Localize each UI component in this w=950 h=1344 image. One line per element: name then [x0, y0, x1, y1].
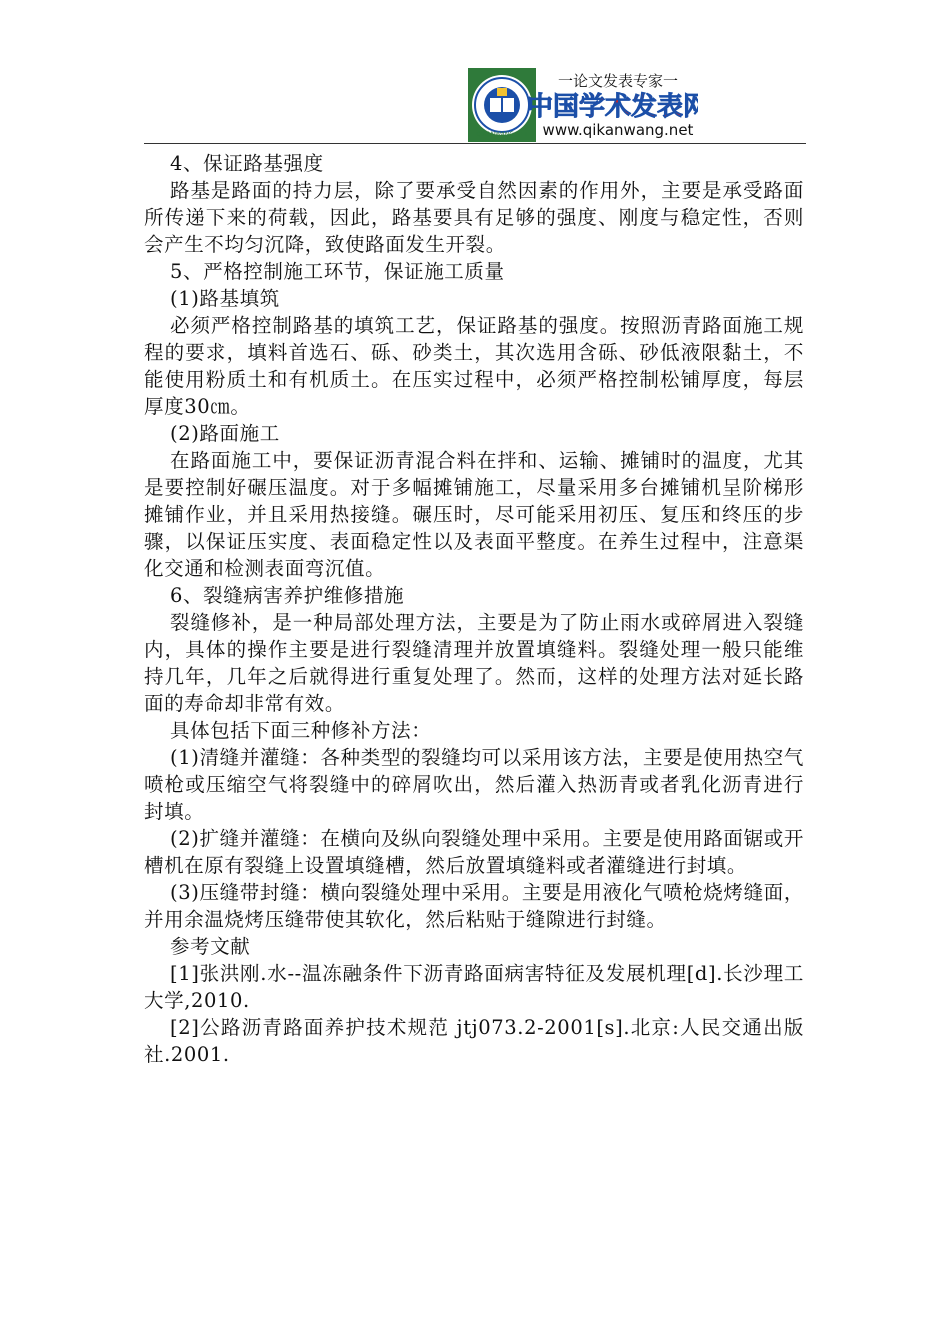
paragraph-5-2: 在路面施工中，要保证沥青混合料在拌和、运输、摊铺时的温度，尤其是要控制好碾压温度。对于多幅摊铺施工，尽量采用多台摊铺机呈阶梯形摊铺作业，并且采用热接缝。碾压时，尽可能采用初压、复压和终压的步骤，以保证压实度、表面稳定性以及表面平整度。在养生过程中，注意渠化交通和检测表面弯沉值。 — [144, 449, 804, 580]
subheading-5-2: (2)路面施工 — [170, 422, 280, 445]
reference-2: [2]公路沥青路面养护技术规范 jtj073.2-2001[s].北京:人民交通出版社.2001. — [144, 1016, 804, 1066]
seal-text: QIKANWANG.NET — [476, 131, 528, 138]
site-logo[interactable] — [468, 68, 698, 142]
header-divider — [144, 143, 806, 144]
paragraph-6: 裂缝修补，是一种局部处理方法，主要是为了防止雨水或碎屑进入裂缝内，具体的操作主要是进行裂缝清理并放置填缝料。裂缝处理一般只能维持几年，几年之后就得进行重复处理了。然而，这样的处理方法对延长路面的寿命却非常有效。 — [144, 611, 804, 715]
section-heading-5: 5、严格控制施工环节，保证施工质量 — [170, 260, 505, 283]
section-heading-6: 6、裂缝病害养护维修措施 — [170, 584, 405, 607]
article-body — [144, 150, 804, 1068]
method-3: (3)压缝带封缝：横向裂缝处理中采用。主要是用液化气喷枪烧烤缝面，并用余温烧烤压缝带使其软化，然后粘贴于缝隙进行封缝。 — [144, 881, 804, 931]
logo-title: 中国学术发表网 — [526, 92, 698, 122]
method-2: (2)扩缝并灌缝：在横向及纵向裂缝处理中采用。主要是使用路面锯或开槽机在原有裂缝上设置填缝槽，然后放置填缝料或者灌缝进行封填。 — [144, 827, 804, 877]
paragraph-6-intro: 具体包括下面三种修补方法： — [170, 719, 432, 742]
logo-url: www.qikanwang.net — [542, 121, 694, 139]
subheading-5-1: (1)路基填筑 — [170, 287, 280, 310]
references-heading: 参考文献 — [170, 935, 251, 958]
logo-graphic — [468, 68, 698, 142]
logo-tagline: 一论文发表专家一 — [557, 72, 679, 90]
section-heading-4: 4、保证路基强度 — [170, 152, 324, 175]
paragraph-4: 路基是路面的持力层，除了要承受自然因素的作用外，主要是承受路面所传递下来的荷载，因此，路基要具有足够的强度、刚度与稳定性，否则会产生不均匀沉降，致使路面发生开裂。 — [144, 179, 804, 256]
reference-1: [1]张洪刚.水--温冻融条件下沥青路面病害特征及发展机理[d].长沙理工大学,2010. — [144, 962, 804, 1012]
method-1: (1)清缝并灌缝：各种类型的裂缝均可以采用该方法，主要是使用热空气喷枪或压缩空气将裂缝中的碎屑吹出，然后灌入热沥青或者乳化沥青进行封填。 — [144, 746, 804, 823]
paragraph-5-1: 必须严格控制路基的填筑工艺，保证路基的强度。按照沥青路面施工规程的要求，填料首选石、砾、砂类土，其次选用含砾、砂低液限黏土，不能使用粉质土和有机质土。在压实过程中，必须严格控制松铺厚度，每层厚度30㎝。 — [144, 314, 804, 418]
